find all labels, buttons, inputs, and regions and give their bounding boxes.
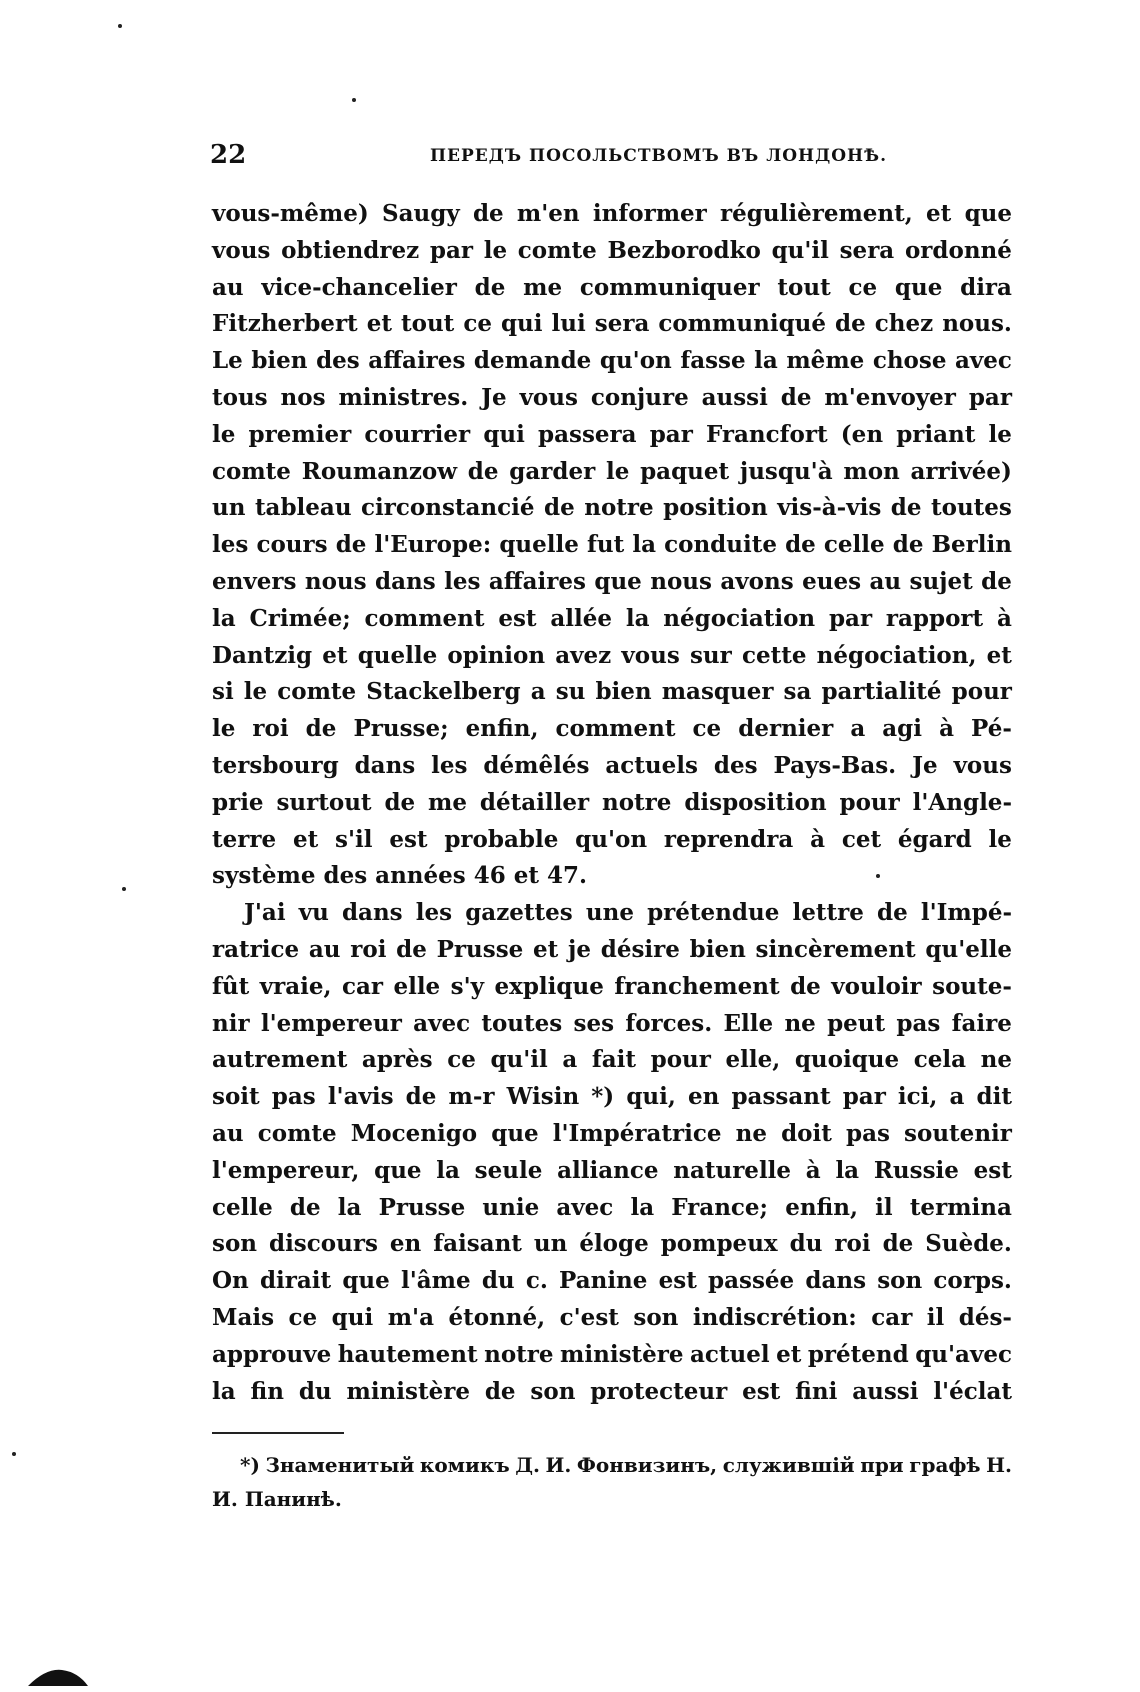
text-line: tous nos ministres. Je vous conjure aussi de m'envoyer par — [212, 383, 1012, 411]
text-line: un tableau circonstancié de notre position vis-à-vis de toutes — [212, 494, 1012, 522]
footnote-line: *) Знаменитый комикъ Д. И. Фонвизинъ, служившій при графѣ Н. — [240, 1453, 1012, 1477]
scan-speck — [122, 887, 126, 891]
text-line: l'empereur, que la seule alliance naturelle à la Russie est — [212, 1156, 1012, 1184]
text-line: le premier courrier qui passera par Francfort (en priant le — [212, 420, 1012, 448]
text-line: au vice-chancelier de me communiquer tout ce que dira — [212, 273, 1012, 301]
text-line: son discours en faisant un éloge pompeux du roi de Suède. — [212, 1230, 1012, 1258]
text-line: J'ai vu dans les gazettes une prétendue lettre de l'Impé- — [244, 899, 1012, 927]
body-text — [212, 196, 1012, 1410]
text-line: envers nous dans les affaires que nous avons eues au sujet de — [212, 567, 1012, 595]
text-line: ratrice au roi de Prusse et je désire bien sincèrement qu'elle — [212, 935, 1012, 963]
paragraph-2 — [212, 895, 1012, 1410]
text-line: si le comte Stackelberg a su bien masquer sa partialité pour — [212, 678, 1012, 706]
text-line: au comte Mocenigo que l'Impératrice ne doit pas soutenir — [212, 1119, 1012, 1147]
text-line: vous obtiendrez par le comte Bezborodko qu'il sera ordonné — [212, 236, 1012, 264]
text-line: la fin du ministère de son protecteur est fini aussi l'éclat — [212, 1377, 1012, 1405]
text-line: les cours de l'Europe: quelle fut la conduite de celle de Berlin — [212, 531, 1012, 559]
scan-speck — [12, 1452, 16, 1456]
text-line: soit pas l'avis de m-r Wisin *) qui, en passant par ici, a dit — [212, 1083, 1012, 1111]
page-header — [210, 140, 1010, 180]
text-line: nir l'empereur avec toutes ses forces. Elle ne peut pas faire — [212, 1009, 1012, 1037]
text-line: celle de la Prusse unie avec la France; enfin, il termina — [212, 1193, 1012, 1221]
running-head: ПЕРЕДЪ ПОСОЛЬСТВОМЪ ВЪ ЛОНДОНѢ. — [430, 146, 887, 166]
scan-smudge — [28, 1666, 88, 1686]
paragraph-1 — [212, 196, 1012, 895]
text-line: prie surtout de me détailler notre disposition pour l'Angle- — [212, 788, 1012, 816]
footnote-rule — [212, 1432, 344, 1434]
page-number: 22 — [210, 140, 247, 170]
text-line: système des années 46 et 47. — [212, 862, 588, 890]
text-line: Mais ce qui m'a étonné, c'est son indiscrétion: car il dés- — [212, 1303, 1012, 1331]
text-line: vous-même) Saugy de m'en informer régulièrement, et que — [212, 200, 1012, 227]
text-line: tersbourg dans les démêlés actuels des Pays-Bas. Je vous — [212, 751, 1012, 779]
text-line: autrement après ce qu'il a fait pour elle, quoique cela ne — [212, 1046, 1012, 1074]
scan-speck — [352, 98, 356, 102]
text-line: la Crimée; comment est allée la négociation par rapport à — [212, 604, 1012, 632]
footnote — [212, 1448, 1012, 1516]
text-line: On dirait que l'âme du c. Panine est passée dans son corps. — [212, 1267, 1012, 1295]
text-line: Dantzig et quelle opinion avez vous sur cette négociation, et — [212, 641, 1012, 669]
text-line: approuve hautement notre ministère actuel et prétend qu'avec — [212, 1340, 1012, 1368]
footnote-line: И. Панинѣ. — [212, 1487, 342, 1511]
text-line: Fitzherbert et tout ce qui lui sera communiqué de chez nous. — [212, 310, 1012, 338]
text-line: comte Roumanzow de garder le paquet jusqu'à mon arrivée) — [212, 457, 1012, 485]
text-line: le roi de Prusse; enfin, comment ce dernier a agi à Pé- — [212, 715, 1012, 743]
text-line: fût vraie, car elle s'y explique franchement de vouloir soute- — [212, 972, 1012, 1000]
text-line: terre et s'il est probable qu'on reprendra à cet égard le — [212, 825, 1012, 853]
text-line: Le bien des affaires demande qu'on fasse la même chose avec — [212, 347, 1012, 375]
scan-speck — [118, 24, 122, 28]
